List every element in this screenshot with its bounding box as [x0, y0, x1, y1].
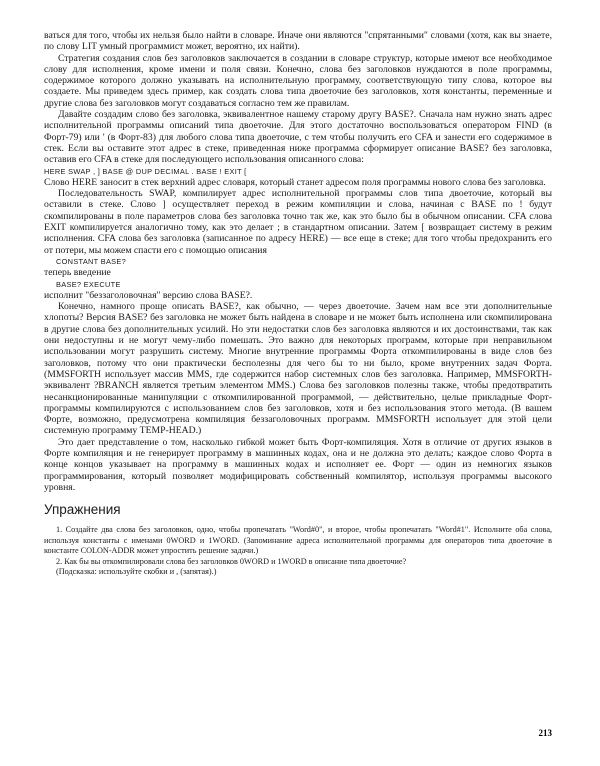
exercise-item: 1. Создайте два слова без заголовков, одно, чтобы пропечатать "Word#0", и второе, чтобы пропечатать "Word#1". Исполните оба слова, используя константы с именами 0WORD и 1WORD. (Запоминание адреса исполнительной программы для операторов типа двоеточие в константе COLON-ADDR может упростить решение задачи.) — [44, 525, 552, 556]
paragraph: Это дает представление о том, насколько гибкой может быть Форт-компиляция. Хотя в отличие от других языков в Форте компиляция и не генерирует программу в машинных кодах, она и не должна это делать; каждое слово Форта в конце концов указывает на программу в машинных кодах и исполняет ее. Форт — один из немногих языков программирования, который позволяет модифицировать собственный компилятор, используя программы высокого уровня. — [44, 436, 552, 493]
paragraph: Слово HERE заносит в стек верхний адрес словаря, который станет адресом поля программы нового слова без заголовка. — [44, 176, 546, 188]
paragraph: Последовательность SWAP, компилирует адрес исполнительной программы слов типа двоеточие, который вы оставили в стеке. Слово ] осуществляет переход в режим компиляции и слова, начиная с BASE по ! будут скомпилированы в поле параметров слова без заголовка точно так же, как это было бы в обычном описании. CFA слова EXIT компилируется аналогично тому, как это делает ; в стандартном описании. Затем [ возвращает систему в режим исполнения. CFA слова без заголовка (записанное по адресу HERE) — все еще в стеке; для того чтобы предохранить его от потери, мы можем спасти его с помощью описания — [44, 188, 552, 256]
paragraph: теперь введение — [44, 267, 111, 279]
paragraph: Стратегия создания слов без заголовков заключается в создании в словаре структур, которые имеют все необходимое слову для исполнения, кроме имени и поля связи. Конечно, слова без заголовков нуждаются в поле программы, содержимое которого должно указывать на исполнительную программу, соответствующую типу слова, которое вы создаете. Мы приведем здесь пример, как создать слова типа двоеточие без заголовков, хотя константы, переменные и другие слова без заголовков могут создаваться согласно тем же правилам. — [44, 52, 552, 109]
paragraph: Конечно, намного проще описать BASE?, как обычно, — через двоеточие. Зачем нам все эти дополнительные хлопоты? Версия BASE? без заголовка не может быть найдена в словаре и не может быть исполнена или скомпилирована в другие слова без дополнительных усилий. Но эти недостатки слов без заголовка являются и их достоинствами, так как они недоступны и не могут чему-либо помешать. Это важно для некоторых программ, которые при неправильном использовании могут разрушить систему. Многие внутренние программы Форта откомпилированы в виде слов без заголовков, потому что они практически бесполезны для чего бы то ни было, кроме внутренних задач Форта. (MMSFORTH использует массив MMS, где содержится набор системных слов без заголовка. Например, MMSFORTH-эквивалент ?BRANCH является третьим элементом MMS.) Слова без заголовков полезны также, чтобы предотвратить несанкционированные манипуляции с откомпилированной программой, — действительно, целые прикладные Форт-программы компилируются с использованием слов без заголовков, хотя и без использования этого метода. (В вашем Форте, возможно, предусмотрена компиляция беззаголовочных программ. MMSFORTH использует для этой цели системную программу TEMP-HEAD.) — [44, 301, 552, 437]
paragraph: исполнит "беззаголовочная" версию слова BASE?. — [44, 289, 253, 301]
code-line: CONSTANT BASE? — [56, 256, 127, 266]
paragraph: Давайте создадим слово без заголовка, эквивалентное нашему старому другу BASE?. Сначала нам нужно знать адрес исполнительной программы описаний типа двоеточие. Для этого достаточно воспользоваться оператором FIND (в Форт-79) или ' (в Форт-83) для любого слова типа двоеточие, с тем чтобы получить его CFA и занести его содержимое в стек. Если вы оставите этот адрес в стеке, приведенная ниже программа сформирует описание BASE? без заголовка, оставив его CFA в стеке для последующего использования описанного слова: — [44, 109, 552, 166]
code-line: HERE SWAP , ] BASE @ DUP DECIMAL . BASE ! EXIT [ — [44, 166, 247, 176]
exercises-list — [44, 525, 552, 577]
section-heading: Упражнения — [44, 502, 121, 518]
page-body — [44, 30, 552, 578]
exercise-hint: (Подсказка: используйте скобки и , (запятая).) — [56, 567, 217, 577]
exercise-item: 2. Как бы вы откомпилировали слова без заголовков 0WORD и 1WORD в описание типа двоеточие? — [56, 556, 407, 566]
page-number: 213 — [538, 728, 552, 738]
code-line: BASE? EXECUTE — [56, 279, 121, 289]
paragraph: ваться для того, чтобы их нельзя было найти в словаре. Иначе они являются "спрятанными" словами (хотя, как вы знаете, по слову LIT умный программист может, вероятно, их найти). — [44, 30, 552, 53]
